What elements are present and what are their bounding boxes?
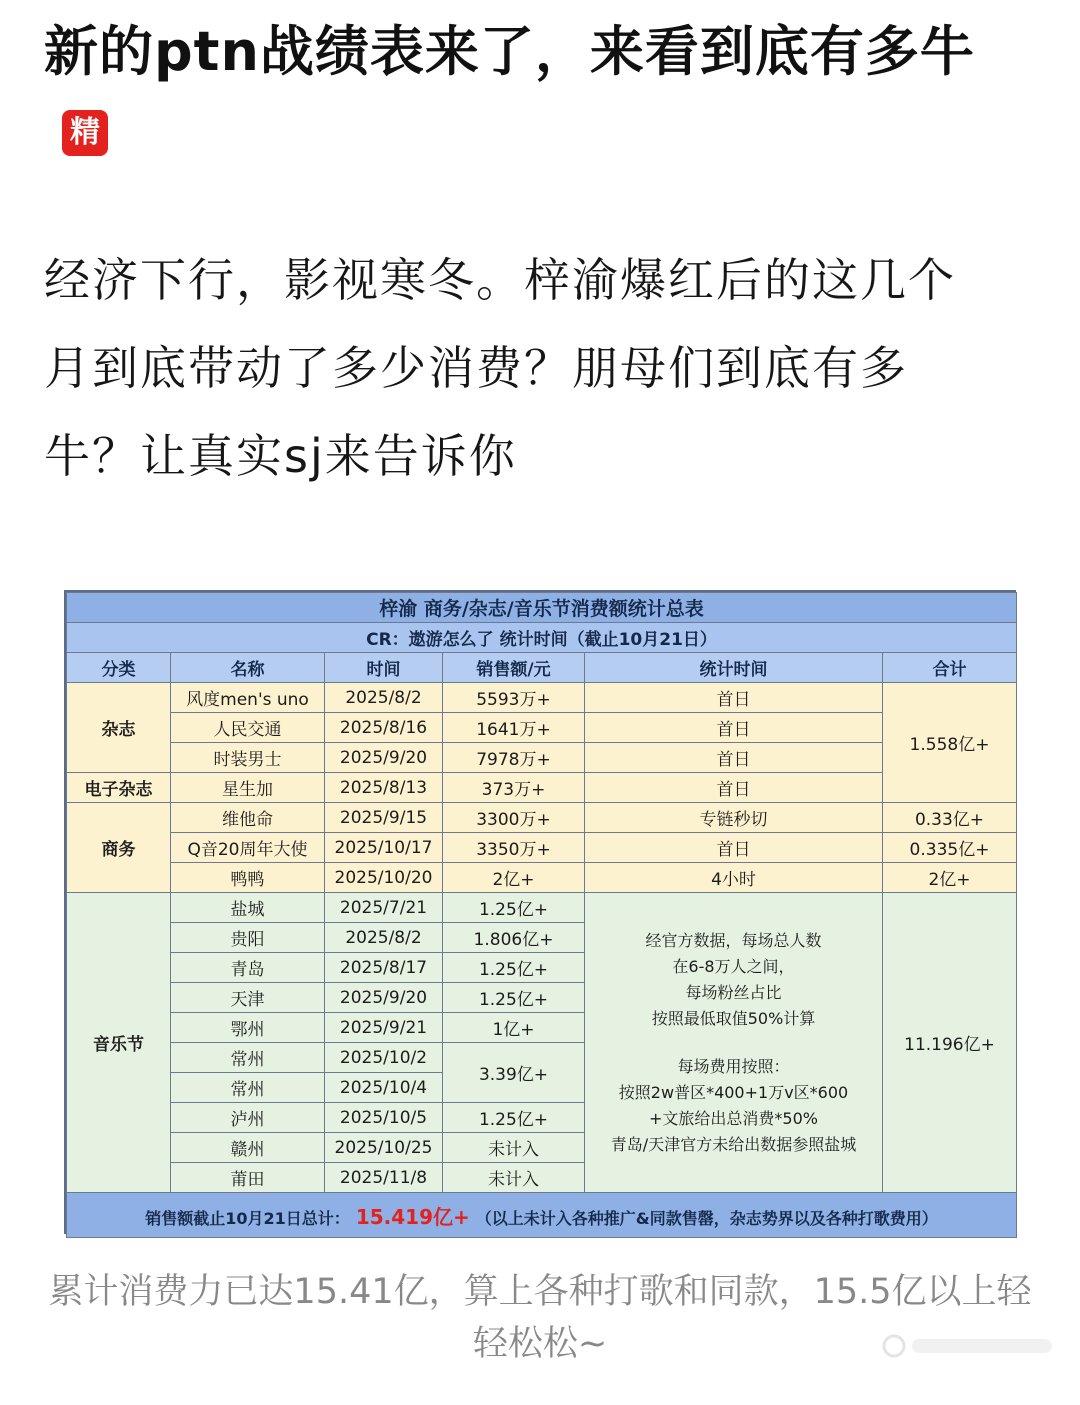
- weibo-watermark-icon: [880, 1331, 1060, 1361]
- item-name: Q音20周年大使: [171, 833, 325, 863]
- table-row: [67, 863, 1017, 893]
- item-name: 泸州: [171, 1103, 325, 1133]
- item-sales: 1.25亿+: [443, 893, 585, 923]
- item-name: 贵阳: [171, 923, 325, 953]
- item-date: 2025/8/17: [325, 953, 443, 983]
- item-name: 青岛: [171, 953, 325, 983]
- note-line: 按照最低取值50%计算: [651, 1008, 816, 1028]
- item-name: 风度men's uno: [171, 683, 325, 713]
- category-cell: 电子杂志: [67, 773, 171, 803]
- table-row: [67, 683, 1017, 713]
- column-header: 时间: [325, 653, 443, 683]
- item-sales: 5593万+: [443, 683, 585, 713]
- item-sales: 373万+: [443, 773, 585, 803]
- item-sales: 3.39亿+: [443, 1043, 585, 1103]
- item-date: 2025/10/25: [325, 1133, 443, 1163]
- item-date: 2025/9/15: [325, 803, 443, 833]
- item-date: 2025/10/2: [325, 1043, 443, 1073]
- festival-total: 11.196亿+: [883, 893, 1017, 1193]
- stats-table-image[interactable]: [64, 590, 1016, 1234]
- note-line: 在6-8万人之间，: [672, 956, 795, 976]
- item-sales: 1.25亿+: [443, 953, 585, 983]
- item-date: 2025/10/17: [325, 833, 443, 863]
- item-stat: 首日: [585, 833, 883, 863]
- item-sales: 7978万+: [443, 743, 585, 773]
- table-footer: [67, 1193, 1017, 1238]
- item-sales: 1.25亿+: [443, 983, 585, 1013]
- column-header: 统计时间: [585, 653, 883, 683]
- item-sales: 1.25亿+: [443, 1103, 585, 1133]
- item-stat: 首日: [585, 683, 883, 713]
- item-stat: 首日: [585, 713, 883, 743]
- category-cell: 杂志: [67, 683, 171, 773]
- image-caption: 累计消费力已达15.41亿，算上各种打歌和同款，15.5亿以上轻轻松松~: [48, 1272, 1032, 1364]
- item-total: 0.335亿+: [883, 833, 1017, 863]
- intro-line: 牛？让真实sj来告诉你: [44, 429, 517, 483]
- item-sales: 1.806亿+: [443, 923, 585, 953]
- item-total: 0.33亿+: [883, 803, 1017, 833]
- item-name: 人民交通: [171, 713, 325, 743]
- item-name: 时装男士: [171, 743, 325, 773]
- footer-note: （以上未计入各种推广&同款售罄，杂志势界以及各种打歌费用）: [475, 1208, 938, 1228]
- item-date: 2025/8/16: [325, 713, 443, 743]
- intro-line: 月到底带动了多少消费？朋母们到底有多: [44, 341, 908, 395]
- note-line: 经官方数据，每场总人数: [645, 930, 822, 950]
- item-name: 常州: [171, 1073, 325, 1103]
- item-sales: 1641万+: [443, 713, 585, 743]
- item-name: 常州: [171, 1043, 325, 1073]
- item-sales: 1亿+: [443, 1013, 585, 1043]
- item-stat: 首日: [585, 743, 883, 773]
- item-sales: 2亿+: [443, 863, 585, 893]
- column-header: 分类: [67, 653, 171, 683]
- post-intro: [44, 236, 1034, 500]
- item-sales: 未计入: [443, 1133, 585, 1163]
- post-title: [44, 12, 1034, 172]
- item-name: 鸭鸭: [171, 863, 325, 893]
- stats-table: [66, 592, 1017, 1238]
- item-date: 2025/10/4: [325, 1073, 443, 1103]
- table-header-row: [67, 653, 1017, 683]
- festival-notes: [585, 893, 883, 1193]
- item-total: 2亿+: [883, 863, 1017, 893]
- note-line: 按照2w普区*400+1万v区*600: [618, 1082, 849, 1102]
- item-date: 2025/8/2: [325, 683, 443, 713]
- category-cell: 商务: [67, 803, 171, 893]
- magazine-total: 1.558亿+: [883, 683, 1017, 803]
- item-name: 莆田: [171, 1163, 325, 1193]
- table-row: [67, 893, 1017, 923]
- column-header: 名称: [171, 653, 325, 683]
- item-sales: 未计入: [443, 1163, 585, 1193]
- table-cr-line: CR：遨游怎么了 统计时间（截止10月21日）: [67, 623, 1017, 653]
- item-name: 鄂州: [171, 1013, 325, 1043]
- item-date: 2025/11/8: [325, 1163, 443, 1193]
- table-row: [67, 833, 1017, 863]
- intro-line: 经济下行，影视寒冬。梓渝爆红后的这几个: [44, 253, 956, 307]
- note-line: +文旅给出总消费*50%: [649, 1108, 818, 1128]
- table-row: [67, 713, 1017, 743]
- item-date: 2025/8/13: [325, 773, 443, 803]
- item-date: 2025/9/21: [325, 1013, 443, 1043]
- item-date: 2025/9/20: [325, 743, 443, 773]
- item-stat: 首日: [585, 773, 883, 803]
- item-name: 赣州: [171, 1133, 325, 1163]
- item-name: 盐城: [171, 893, 325, 923]
- item-stat: 4小时: [585, 863, 883, 893]
- table-title: 梓渝 商务/杂志/音乐节消费额统计总表: [67, 593, 1017, 623]
- column-header: 合计: [883, 653, 1017, 683]
- grand-total: 15.419亿+: [355, 1204, 470, 1229]
- table-row: [67, 803, 1017, 833]
- item-date: 2025/9/20: [325, 983, 443, 1013]
- item-name: 维他命: [171, 803, 325, 833]
- item-date: 2025/10/5: [325, 1103, 443, 1133]
- note-line: 每场粉丝占比: [685, 982, 782, 1002]
- post-title-text: 新的ptn战绩表来了，来看到底有多牛: [44, 20, 975, 83]
- item-date: 2025/10/20: [325, 863, 443, 893]
- note-line: 青岛/天津官方未给出数据参照盐城: [610, 1134, 857, 1154]
- item-stat: 专链秒切: [585, 803, 883, 833]
- footer-label: 销售额截止10月21日总计：: [145, 1208, 350, 1228]
- note-line: 每场费用按照：: [677, 1056, 790, 1076]
- category-cell: 音乐节: [67, 893, 171, 1193]
- item-name: 天津: [171, 983, 325, 1013]
- table-row: [67, 773, 1017, 803]
- table-row: [67, 743, 1017, 773]
- featured-badge: 精: [62, 110, 108, 156]
- item-date: 2025/8/2: [325, 923, 443, 953]
- item-sales: 3300万+: [443, 803, 585, 833]
- item-sales: 3350万+: [443, 833, 585, 863]
- item-date: 2025/7/21: [325, 893, 443, 923]
- column-header: 销售额/元: [443, 653, 585, 683]
- item-name: 星生加: [171, 773, 325, 803]
- table-footer-row: [67, 1193, 1017, 1238]
